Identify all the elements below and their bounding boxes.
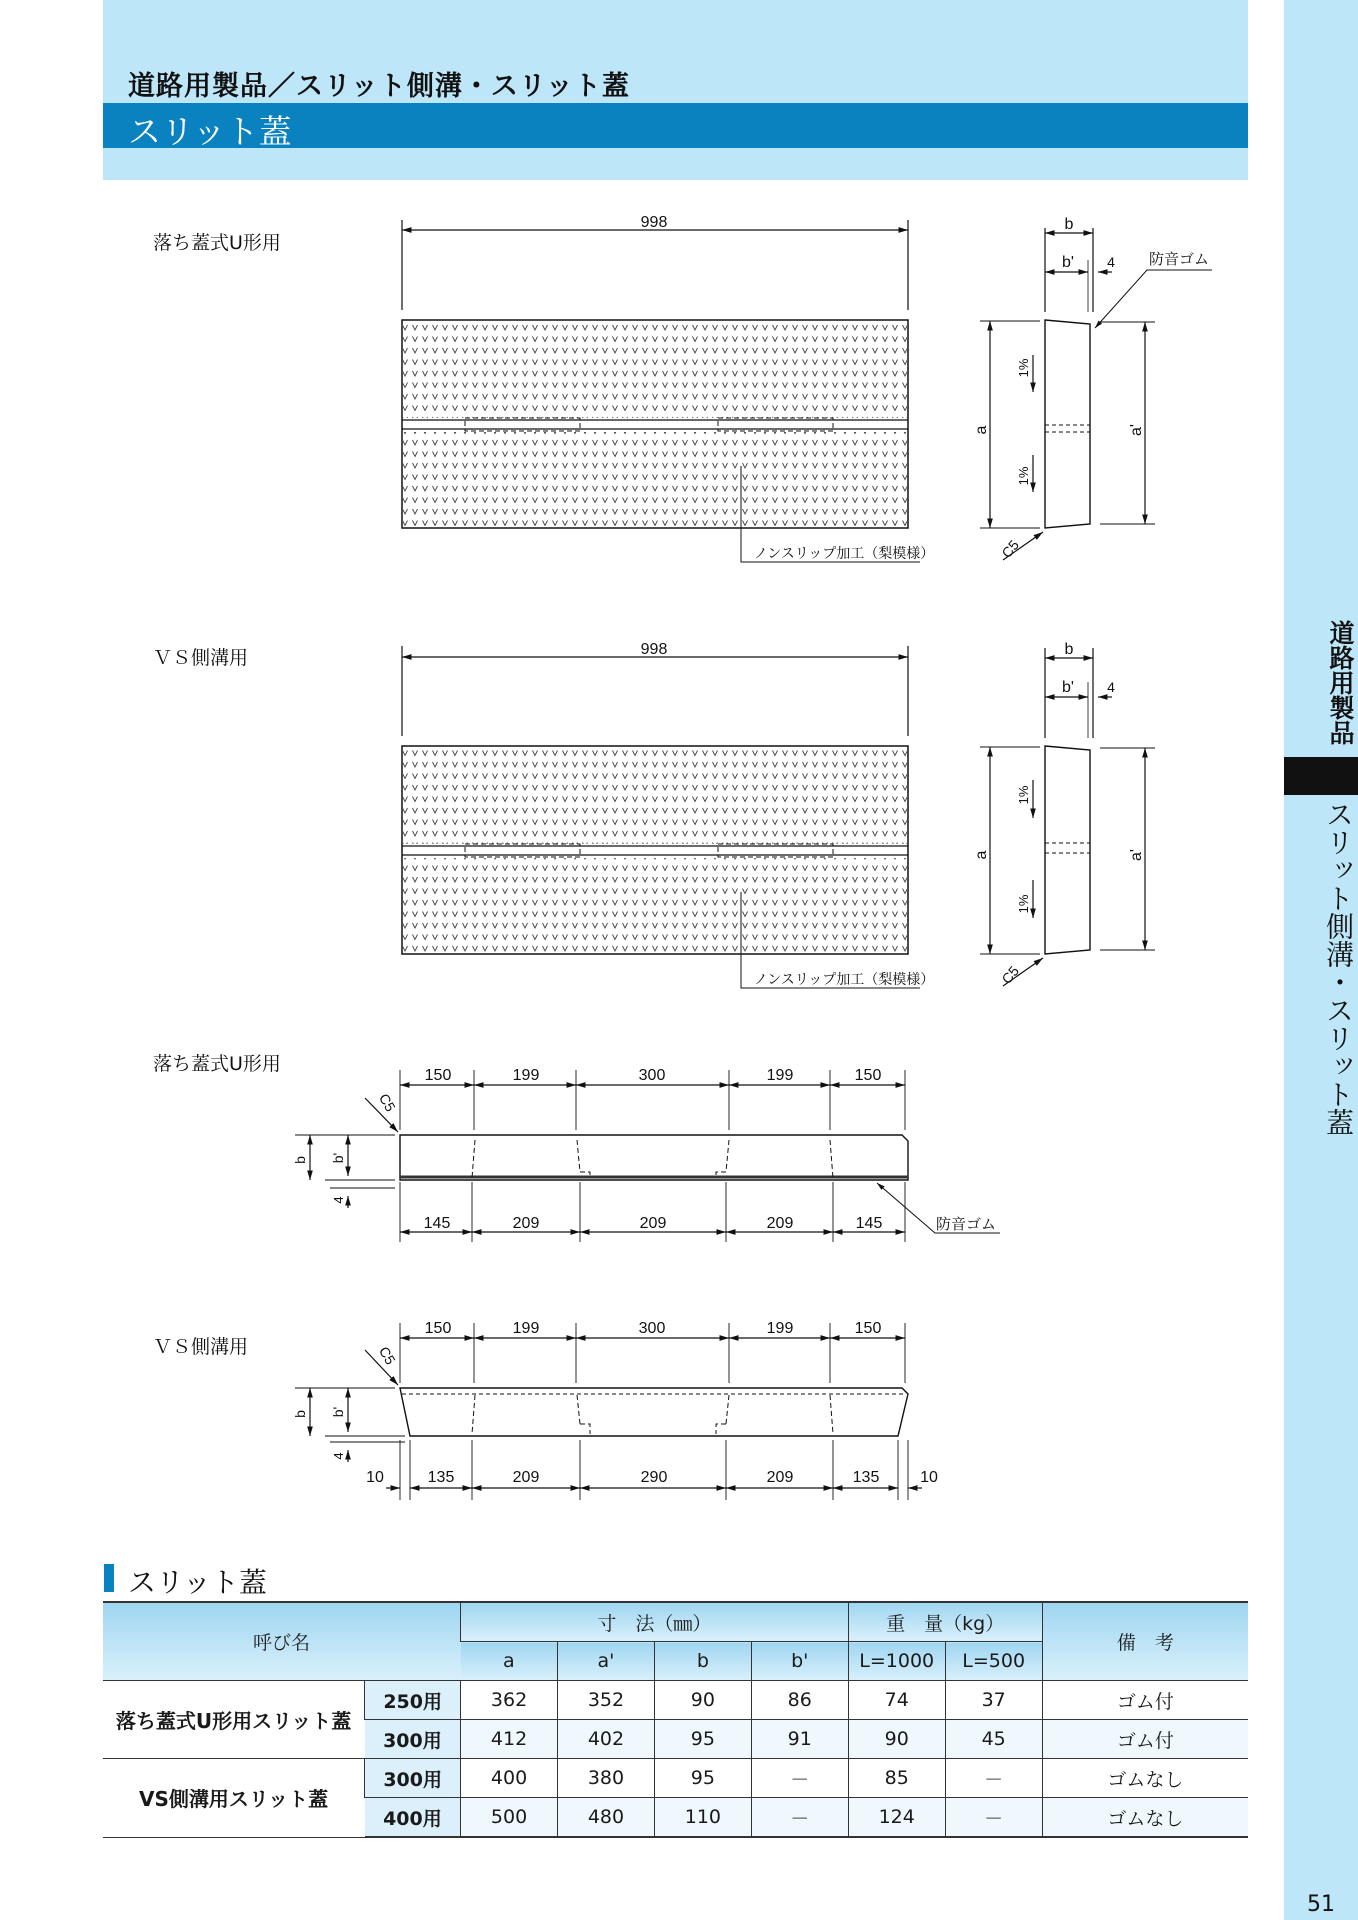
plan-vs-a-prime: a' bbox=[1128, 849, 1145, 861]
page-title: スリット蓋 bbox=[128, 112, 292, 151]
plan-vs-b-prime: b' bbox=[1062, 679, 1074, 696]
plan-vs-length: 998 bbox=[640, 641, 668, 658]
header-dims-group: 寸 法（㎜） bbox=[461, 1602, 849, 1642]
cell-weight-l1000: 90 bbox=[848, 1720, 945, 1759]
header-remarks: 備 考 bbox=[1042, 1602, 1248, 1681]
side-vs-bottom-dim: 135 bbox=[427, 1469, 455, 1486]
cell-a: 412 bbox=[461, 1720, 558, 1759]
side-u-b-prime: b' bbox=[330, 1152, 346, 1164]
cell-b-prime: 86 bbox=[751, 1681, 848, 1720]
plan-u-chamfer: C5 bbox=[998, 536, 1023, 561]
cell-weight-l1000: 74 bbox=[848, 1681, 945, 1720]
cell-a-prime: 402 bbox=[558, 1720, 655, 1759]
cell-weight-l500: 37 bbox=[945, 1681, 1042, 1720]
side-vs-bottom-dim: 10 bbox=[366, 1469, 384, 1486]
cell-weight-l500: － bbox=[945, 1798, 1042, 1838]
plan-vs-slope-top: 1% bbox=[1016, 785, 1031, 805]
side-u-bottom-dim: 145 bbox=[423, 1215, 451, 1232]
side-u-bottom-dim: 209 bbox=[639, 1215, 667, 1232]
plan-vs-a: a bbox=[973, 850, 990, 860]
side-vs-top-dim: 150 bbox=[424, 1320, 452, 1337]
side-tab-section: 道路用製品 bbox=[1326, 620, 1355, 745]
cell-weight-l1000: 85 bbox=[848, 1759, 945, 1798]
side-vs-top-dim: 150 bbox=[854, 1320, 882, 1337]
plan-u-a: a bbox=[973, 425, 990, 435]
header-dim-a: a bbox=[461, 1642, 558, 1681]
side-tab-subsection: スリット側溝・スリット蓋 bbox=[1322, 800, 1355, 1136]
cell-remarks: ゴム付 bbox=[1042, 1681, 1248, 1720]
side-vs-top-dim: 199 bbox=[512, 1320, 540, 1337]
plan-vs-b: b bbox=[1064, 641, 1074, 658]
side-u-top-dim: 199 bbox=[512, 1067, 540, 1084]
side-vs-bottom-dim: 290 bbox=[640, 1469, 668, 1486]
cell-a-prime: 380 bbox=[558, 1759, 655, 1798]
side-u-top-dim: 150 bbox=[854, 1067, 882, 1084]
header-dim-b-prime: b' bbox=[751, 1642, 848, 1681]
product-size: 250用 bbox=[365, 1681, 461, 1720]
side-vs-label: ＶＳ側溝用 bbox=[153, 1336, 249, 1358]
plan-u-length: 998 bbox=[640, 214, 668, 231]
side-vs-bottom-dim: 135 bbox=[852, 1469, 880, 1486]
cell-weight-l500: － bbox=[945, 1759, 1042, 1798]
plan-vs-nonslip-note: ノンスリップ加工（梨模様） bbox=[753, 971, 935, 987]
side-u-chamfer: C5 bbox=[375, 1090, 399, 1115]
plan-u-slope-bottom: 1% bbox=[1016, 466, 1031, 486]
plan-u-rubber: 防音ゴム bbox=[1148, 251, 1210, 268]
header-weight-group: 重 量（kg） bbox=[848, 1602, 1042, 1642]
plan-u-b: b bbox=[1064, 216, 1074, 233]
header-weight-l500: L=500 bbox=[945, 1642, 1042, 1681]
side-u-gap: 4 bbox=[331, 1196, 346, 1204]
cell-b: 110 bbox=[654, 1798, 751, 1838]
plan-vs-label: ＶＳ側溝用 bbox=[153, 647, 249, 669]
side-u-label: 落ち蓋式U形用 bbox=[153, 1053, 281, 1075]
cell-a-prime: 480 bbox=[558, 1798, 655, 1838]
plan-vs-gap: 4 bbox=[1107, 679, 1115, 695]
header-name: 呼び名 bbox=[103, 1602, 461, 1681]
plan-u-drawing bbox=[402, 220, 1212, 562]
header-dim-b: b bbox=[654, 1642, 751, 1681]
cell-b-prime: － bbox=[751, 1759, 848, 1798]
cell-a-prime: 352 bbox=[558, 1681, 655, 1720]
plan-u-slope-top: 1% bbox=[1016, 358, 1031, 378]
plan-u-a-prime: a' bbox=[1128, 424, 1145, 436]
side-vs-gap: 4 bbox=[331, 1452, 346, 1460]
cell-b: 95 bbox=[654, 1720, 751, 1759]
plan-vs-chamfer: C5 bbox=[998, 962, 1023, 987]
cell-b-prime: － bbox=[751, 1798, 848, 1838]
side-vs-top-dim: 199 bbox=[766, 1320, 794, 1337]
plan-u-b-prime: b' bbox=[1062, 254, 1074, 271]
cell-weight-l1000: 124 bbox=[848, 1798, 945, 1838]
table-title-marker bbox=[104, 1564, 114, 1592]
cell-remarks: ゴムなし bbox=[1042, 1798, 1248, 1838]
header-dim-a-prime: a' bbox=[558, 1642, 655, 1681]
cell-weight-l500: 45 bbox=[945, 1720, 1042, 1759]
side-u-rubber: 防音ゴム bbox=[935, 1216, 997, 1233]
side-u-bottom-dim: 209 bbox=[512, 1215, 540, 1232]
cell-a: 500 bbox=[461, 1798, 558, 1838]
side-vs-chamfer: C5 bbox=[375, 1343, 399, 1368]
cell-a: 362 bbox=[461, 1681, 558, 1720]
cell-remarks: ゴム付 bbox=[1042, 1720, 1248, 1759]
header-weight-l1000: L=1000 bbox=[848, 1642, 945, 1681]
side-vs-b: b bbox=[292, 1410, 308, 1418]
plan-vs-slope-bottom: 1% bbox=[1016, 894, 1031, 914]
product-size: 300用 bbox=[365, 1759, 461, 1798]
side-vs-bottom-dim: 209 bbox=[512, 1469, 540, 1486]
side-vs-b-prime: b' bbox=[330, 1406, 346, 1418]
side-u-top-dim: 300 bbox=[638, 1067, 666, 1084]
product-size: 300用 bbox=[365, 1720, 461, 1759]
side-u-b: b bbox=[292, 1156, 308, 1164]
cell-remarks: ゴムなし bbox=[1042, 1759, 1248, 1798]
plan-u-nonslip-note: ノンスリップ加工（梨模様） bbox=[753, 545, 935, 561]
side-vs-top-dim: 300 bbox=[638, 1320, 666, 1337]
side-u-bottom-dim: 145 bbox=[855, 1215, 883, 1232]
side-u-top-dim: 150 bbox=[424, 1067, 452, 1084]
product-size: 400用 bbox=[365, 1798, 461, 1838]
side-vs-bottom-dim: 209 bbox=[766, 1469, 794, 1486]
plan-vs-drawing bbox=[402, 646, 1155, 988]
cell-b: 90 bbox=[654, 1681, 751, 1720]
product-name: VS側溝用スリット蓋 bbox=[103, 1759, 365, 1838]
cell-b: 95 bbox=[654, 1759, 751, 1798]
side-u-top-dim: 199 bbox=[766, 1067, 794, 1084]
plan-u-gap: 4 bbox=[1107, 254, 1115, 270]
cell-a: 400 bbox=[461, 1759, 558, 1798]
category-title: 道路用製品／スリット側溝・スリット蓋 bbox=[128, 71, 630, 102]
product-name: 落ち蓋式U形用スリット蓋 bbox=[103, 1681, 365, 1759]
spec-table bbox=[103, 1601, 1248, 1838]
table-row bbox=[103, 1759, 1248, 1798]
page-number: 51 bbox=[1307, 1892, 1335, 1917]
side-vs-bottom-dim: 10 bbox=[920, 1469, 938, 1486]
plan-u-label: 落ち蓋式U形用 bbox=[153, 232, 281, 254]
table-title: スリット蓋 bbox=[128, 1566, 267, 1599]
side-u-bottom-dim: 209 bbox=[766, 1215, 794, 1232]
table-row bbox=[103, 1681, 1248, 1720]
cell-b-prime: 91 bbox=[751, 1720, 848, 1759]
